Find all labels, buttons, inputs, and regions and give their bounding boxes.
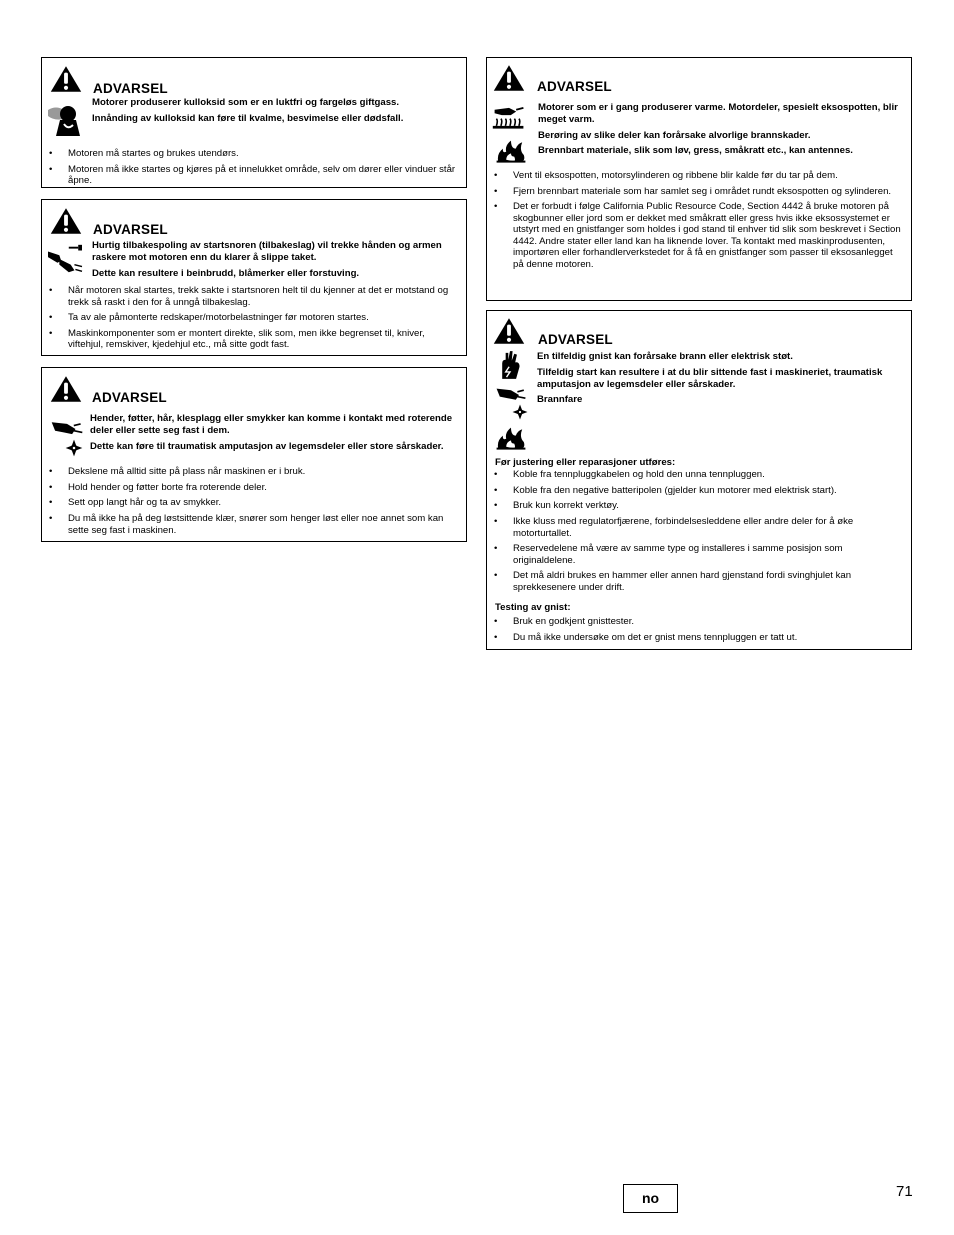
fire-icon — [495, 138, 527, 164]
list-item: • Det er forbudt i følge California Public Resource Code, Section 4442 å bruke motoren på skogbunner eller jord som er dekket med småkratt eller gress hvis ikke eksossystemet er utstyrt med en gnistfanger som holdes i god stand til enhver tid slik som beskrevet i Section 4442. Andre stater eller land kan ha liknende lover. Ta kontakt med maskinprodusenten, importøren eller forhandlerverkstedet for å få en gnistfanger som passer til eksosanlegget på denne motoren. — [487, 201, 905, 270]
warning-triangle-icon — [50, 64, 82, 94]
fire-icon — [495, 425, 527, 451]
hot-surface-icon — [491, 102, 527, 130]
rotating-fan-icon — [511, 403, 529, 421]
warning-title: ADVARSEL — [537, 79, 612, 94]
list-item: • Det må aldri brukes en hammer eller annen hard gjenstand fordi svinghjulet kan sprekkesenere under drift. — [487, 570, 905, 593]
warning-statement: Brannfare — [537, 394, 583, 405]
warning-triangle-icon — [493, 316, 525, 346]
warning-triangle-icon — [493, 63, 525, 93]
list-item: • Fjern brennbart materiale som har samlet seg i området rundt eksospotten og sylinderen. — [487, 186, 905, 198]
list-item: • Dekslene må alltid sitte på plass når maskinen er i bruk. — [42, 466, 462, 478]
list-item: • Maskinkomponenter som er montert direkte, slik som, men ikke begrenset til, kniver, viftehjul, remskiver, kjedehjul etc., må sitte godt fast. — [42, 328, 462, 351]
section-subheading: Før justering eller reparasjoner utføres: — [495, 457, 676, 468]
warning-box-hot-parts — [486, 57, 912, 301]
hand-entanglement-icon — [50, 418, 84, 440]
hand-entanglement-icon — [495, 385, 527, 405]
warning-statement: Tilfeldig start kan resultere i at du blir sittende fast i maskineriet, traumatisk amputasjon av legemsdeler eller sårskader. — [537, 367, 883, 390]
warning-statement: Motorer som er i gang produserer varme. Motordeler, spesielt eksospotten, blir meget varm. — [538, 102, 898, 125]
page-number: 71 — [896, 1183, 913, 1200]
warning-statement: Berøring av slike deler kan forårsake alvorlige brannskader. — [538, 130, 811, 141]
list-item: • Reservedelene må være av samme type og installeres i samme posisjon som originaldelene. — [487, 543, 905, 566]
list-item: • Du må ikke ha på deg løstsittende klær, snører som henger løst eller noe annet som kan sette seg fast i maskinen. — [42, 513, 462, 536]
list-item: • Hold hender og føtter borte fra roterende deler. — [42, 482, 462, 494]
warning-triangle-icon — [50, 206, 82, 236]
poison-gas-icon — [46, 102, 86, 138]
list-item: • Vent til eksospotten, motorsylinderen og ribbene blir kalde før du tar på dem. — [487, 170, 905, 182]
warning-box-accidental-spark — [486, 310, 912, 650]
warning-statement: Motorer produserer kulloksid som er en luktfri og fargeløs giftgass. — [92, 97, 400, 108]
warning-title: ADVARSEL — [93, 81, 168, 96]
list-item: • Bruk kun korrekt verktøy. — [487, 500, 905, 512]
list-item: • Motoren må ikke startes og kjøres på et innelukket område, selv om dører eller vinduer står åpne. — [42, 164, 462, 187]
warning-bullet-list — [42, 466, 462, 540]
warning-statement: Innånding av kulloksid kan føre til kvalme, besvimelse eller dødsfall. — [92, 113, 404, 124]
warning-title: ADVARSEL — [92, 390, 167, 405]
warning-bullet-list — [42, 285, 462, 355]
list-item: • Koble fra den negative batteripolen (gjelder kun motorer med elektrisk start). — [487, 485, 905, 497]
warning-bullet-list — [487, 170, 905, 275]
warning-statement: Hurtig tilbakespoling av startsnoren (tilbakeslag) vil trekke hånden og armen raskere mot motoren enn du klarer å slippe taket. — [92, 240, 442, 263]
list-item: • Ta av ale påmonterte redskaper/motorbelastninger før motoren startes. — [42, 312, 462, 324]
kickback-icon — [46, 242, 84, 276]
list-item: • Sett opp langt hår og ta av smykker. — [42, 497, 462, 509]
warning-statement: Brennbart materiale, slik som løv, gress, småkratt etc., kan antennes. — [538, 145, 853, 156]
language-code-badge: no — [623, 1184, 678, 1213]
list-item: • Koble fra tennpluggkabelen og hold den unna tennpluggen. — [487, 469, 905, 481]
warning-statement: Dette kan resultere i beinbrudd, blåmerker eller forstuving. — [92, 268, 360, 279]
warning-bullet-list — [42, 148, 462, 191]
warning-triangle-icon — [50, 374, 82, 404]
warning-bullet-list — [487, 469, 905, 598]
warning-box-rotating-parts — [41, 367, 467, 542]
list-item: • Bruk en godkjent gnisttester. — [487, 616, 905, 628]
list-item: • Når motoren skal startes, trekk sakte i startsnoren helt til du kjenner at det er motstand og trekk så raskt i den for å unngå tilbakeslag. — [42, 285, 462, 308]
warning-bullet-list — [487, 616, 905, 647]
warning-title: ADVARSEL — [538, 332, 613, 347]
warning-box-carbon-monoxide — [41, 57, 467, 188]
list-item: • Motoren må startes og brukes utendørs. — [42, 148, 462, 160]
rotating-fan-icon — [64, 438, 84, 458]
warning-title: ADVARSEL — [93, 222, 168, 237]
warning-statement: Hender, føtter, hår, klesplagg eller smykker kan komme i kontakt med roterende deler eller sette seg fast i dem. — [90, 413, 453, 436]
warning-statement: En tilfeldig gnist kan forårsake brann eller elektrisk støt. — [537, 351, 793, 362]
list-item: • Ikke kluss med regulatorfjærene, forbindelsesleddene eller andre deler for å øke motorturtallet. — [487, 516, 905, 539]
warning-statement: Dette kan føre til traumatisk amputasjon av legemsdeler eller store sårskader. — [90, 441, 444, 452]
section-subheading: Testing av gnist: — [495, 602, 571, 613]
electric-shock-icon — [497, 349, 523, 381]
list-item: • Du må ikke undersøke om det er gnist mens tennpluggen er tatt ut. — [487, 632, 905, 644]
warning-box-kickback — [41, 199, 467, 356]
